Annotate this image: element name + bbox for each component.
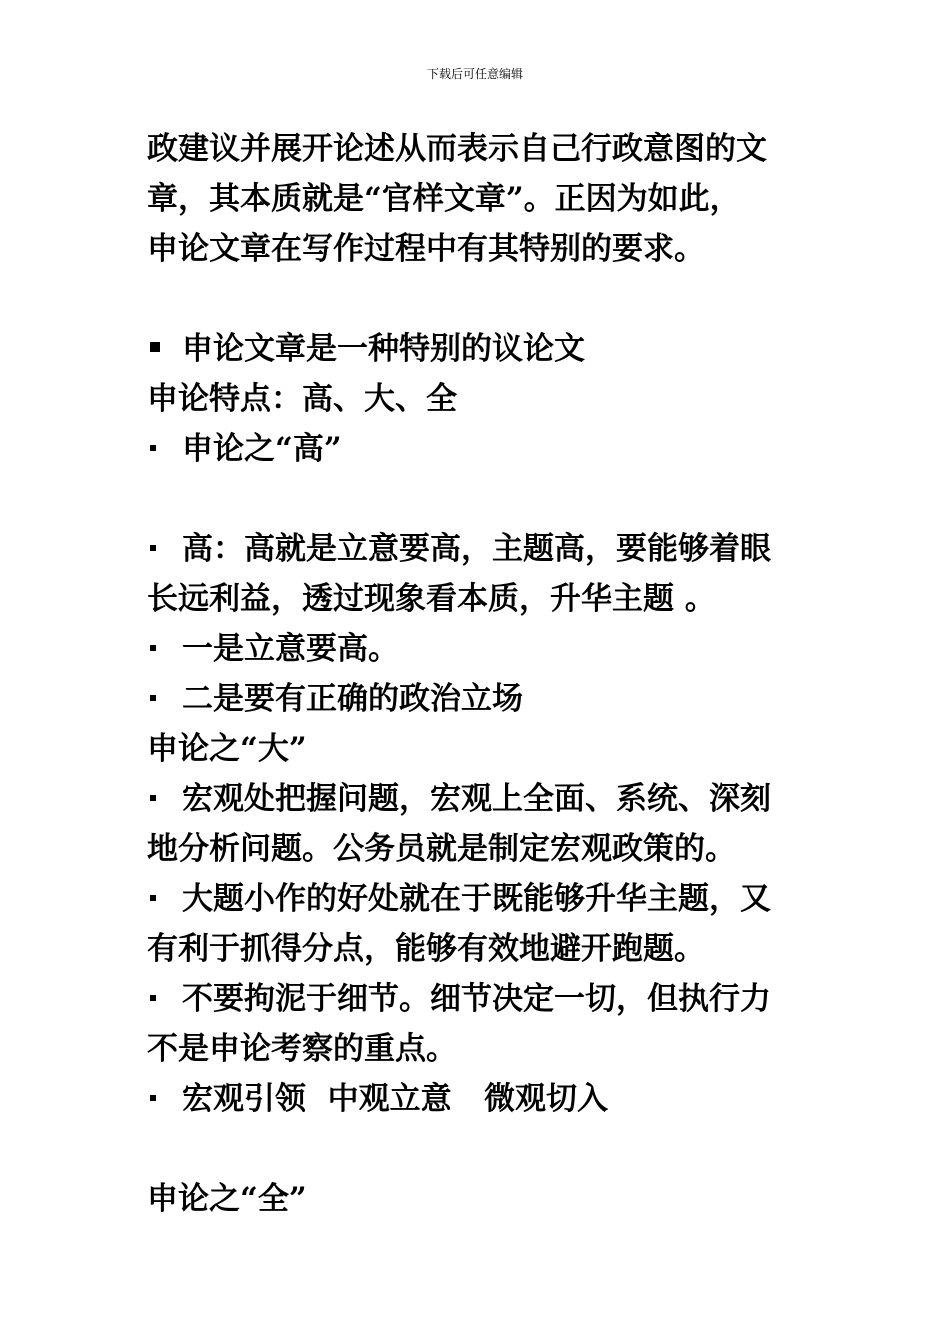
da-point-1-text: 宏观处把握问题，宏观上全面、系统、深刻 bbox=[182, 781, 771, 817]
features-line: 申论特点：高、大、全 bbox=[147, 381, 457, 417]
square-bullet-icon bbox=[150, 342, 160, 352]
gao-heading bbox=[147, 424, 809, 474]
small-square-bullet-icon bbox=[150, 545, 156, 551]
gao-point-3-text: 二是要有正确的政治立场 bbox=[182, 681, 523, 717]
gao-point-1-text: 高：高就是立意要高，主题高，要能够着眼 bbox=[182, 531, 771, 567]
da-point-3-cont: 不是申论考察的重点。 bbox=[147, 1031, 457, 1067]
da-point-4-text: 宏观引领 中观立意 微观切入 bbox=[182, 1081, 608, 1117]
small-square-bullet-icon bbox=[150, 645, 156, 651]
small-square-bullet-icon bbox=[150, 445, 156, 451]
da-point-4 bbox=[147, 1074, 809, 1124]
intro-line-3: 申论文章在写作过程中有其特别的要求。 bbox=[147, 231, 705, 267]
gao-point-2 bbox=[147, 624, 809, 674]
da-point-3 bbox=[147, 974, 809, 1024]
gao-heading-text: 申论之“高” bbox=[182, 431, 342, 467]
intro-line-2: 章，其本质就是“官样文章”。正因为如此， bbox=[147, 181, 741, 217]
da-point-2 bbox=[147, 874, 809, 924]
small-square-bullet-icon bbox=[150, 995, 156, 1001]
quan-heading: 申论之“全” bbox=[147, 1181, 307, 1217]
section-heading-text: 申论文章是一种特别的议论文 bbox=[182, 331, 585, 367]
small-square-bullet-icon bbox=[150, 1095, 156, 1101]
da-point-1-cont: 地分析问题。公务员就是制定宏观政策的。 bbox=[147, 831, 736, 867]
gao-point-1-cont: 长远利益，透过现象看本质，升华主题 。 bbox=[147, 581, 716, 617]
small-square-bullet-icon bbox=[150, 795, 156, 801]
gao-point-1 bbox=[147, 524, 809, 574]
small-square-bullet-icon bbox=[150, 895, 156, 901]
gao-point-3 bbox=[147, 674, 809, 724]
spacer bbox=[147, 474, 809, 524]
spacer bbox=[147, 1124, 809, 1174]
small-square-bullet-icon bbox=[150, 695, 156, 701]
page-header: 下载后可任意编辑 bbox=[426, 67, 523, 81]
da-point-2-text: 大题小作的好处就在于既能够升华主题，又 bbox=[182, 881, 771, 917]
gao-point-2-text: 一是立意要高。 bbox=[182, 631, 399, 667]
document-body bbox=[147, 124, 809, 1224]
da-point-2-cont: 有利于抓得分点，能够有效地避开跑题。 bbox=[147, 931, 705, 967]
section-heading bbox=[147, 324, 809, 374]
spacer bbox=[147, 274, 809, 324]
da-heading: 申论之“大” bbox=[147, 731, 307, 767]
intro-line-1: 政建议并展开论述从而表示自己行政意图的文 bbox=[147, 131, 767, 167]
da-point-3-text: 不要拘泥于细节。细节决定一切，但执行力 bbox=[182, 981, 771, 1017]
da-point-1 bbox=[147, 774, 809, 824]
